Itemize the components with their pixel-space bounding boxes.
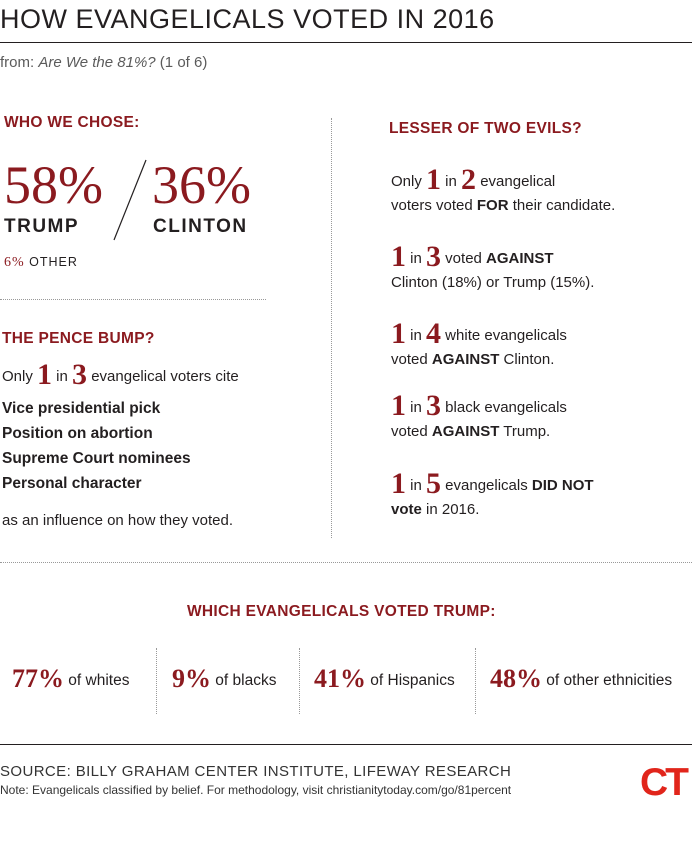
stat-text: black evangelicals bbox=[441, 399, 567, 416]
stat-label: of blacks bbox=[211, 672, 277, 689]
stat-text: Only bbox=[391, 173, 427, 190]
list-item: Supreme Court nominees bbox=[2, 450, 191, 467]
ct-logo bbox=[634, 762, 692, 800]
stat-text: Clinton. bbox=[499, 351, 555, 368]
column-divider bbox=[331, 118, 332, 538]
stat-did-not-vote bbox=[391, 467, 594, 522]
stat-text: evangelicals bbox=[441, 477, 532, 494]
section-divider bbox=[0, 299, 266, 300]
stat-num: 1 bbox=[391, 389, 406, 422]
stat-hispanics bbox=[314, 664, 455, 694]
stat-whites bbox=[12, 664, 129, 694]
stat-text: Clinton (18%) or Trump (15%). bbox=[391, 274, 595, 291]
stat-num: 1 bbox=[391, 467, 406, 500]
stat-text: voted bbox=[441, 250, 487, 267]
source-article bbox=[0, 54, 207, 71]
stat-num: 1 bbox=[391, 240, 406, 273]
title-rule bbox=[0, 42, 692, 43]
stat-emphasis: AGAINST bbox=[431, 423, 500, 440]
stat-text: in bbox=[406, 477, 427, 494]
methodology-note: Note: Evangelicals classified by belief. For methodology, visit christianitytoday.com/go/81percent bbox=[0, 783, 512, 797]
pence-intro bbox=[2, 358, 239, 392]
stat-emphasis: FOR bbox=[476, 197, 509, 214]
stat-num: 2 bbox=[461, 163, 477, 196]
article-title: Are We the 81%? bbox=[38, 54, 156, 71]
article-part: (1 of 6) bbox=[155, 54, 208, 71]
stat-divider bbox=[156, 648, 157, 714]
stat-text: in 2016. bbox=[421, 501, 480, 518]
stat-text: in bbox=[406, 250, 427, 267]
list-item: Vice presidential pick bbox=[2, 400, 161, 417]
stat-text: voted bbox=[391, 351, 432, 368]
list-item: Position on abortion bbox=[2, 425, 153, 442]
stat-text: voters voted bbox=[391, 197, 477, 214]
stat-text: in bbox=[441, 173, 462, 190]
pence-bump-heading: THE PENCE BUMP? bbox=[2, 330, 155, 347]
voted-trump-heading: WHICH EVANGELICALS VOTED TRUMP: bbox=[187, 603, 496, 620]
divider-slash bbox=[110, 158, 150, 242]
intro-text: Only bbox=[2, 368, 38, 385]
stat-other-ethnicities bbox=[490, 664, 672, 694]
stat-divider bbox=[299, 648, 300, 714]
trump-percent: 58% bbox=[4, 155, 103, 215]
stat-label: of other ethnicities bbox=[542, 672, 673, 689]
stat-num: 4 bbox=[426, 317, 442, 350]
clinton-percent: 36% bbox=[152, 155, 251, 215]
stat-num: 5 bbox=[426, 467, 442, 500]
section-divider bbox=[0, 562, 692, 563]
page-title: HOW EVANGELICALS VOTED IN 2016 bbox=[0, 4, 495, 34]
intro-num: 1 bbox=[37, 358, 53, 391]
stat-emphasis: DID NOT bbox=[531, 477, 594, 494]
stat-num: 1 bbox=[391, 317, 406, 350]
stat-text: in bbox=[406, 327, 427, 344]
who-we-chose-heading: WHO WE CHOSE: bbox=[4, 114, 140, 131]
intro-num: 3 bbox=[72, 358, 88, 391]
other-percent: 6% bbox=[4, 255, 25, 270]
intro-text: in bbox=[52, 368, 73, 385]
trump-label: TRUMP bbox=[4, 216, 80, 237]
stat-num: 3 bbox=[426, 389, 442, 422]
stat-text: white evangelicals bbox=[441, 327, 567, 344]
stat-percent: 77% bbox=[12, 664, 64, 693]
pence-outro: as an influence on how they voted. bbox=[2, 512, 233, 529]
source-line: SOURCE: BILLY GRAHAM CENTER INSTITUTE, LIFEWAY RESEARCH bbox=[0, 763, 512, 780]
stat-label: of whites bbox=[64, 672, 130, 689]
other-label: OTHER bbox=[29, 255, 78, 269]
stat-black-against-trump bbox=[391, 389, 567, 444]
stat-label: of Hispanics bbox=[366, 672, 455, 689]
lesser-evils-heading: LESSER OF TWO EVILS? bbox=[389, 120, 582, 137]
footer-rule bbox=[0, 744, 692, 745]
stat-against-either bbox=[391, 240, 595, 295]
stat-emphasis: AGAINST bbox=[431, 351, 500, 368]
stat-percent: 41% bbox=[314, 664, 366, 693]
stat-text: voted bbox=[391, 423, 432, 440]
stat-text: in bbox=[406, 399, 427, 416]
stat-num: 3 bbox=[426, 240, 442, 273]
stat-blacks bbox=[172, 664, 276, 694]
stat-emphasis: vote bbox=[391, 501, 422, 518]
influence-list bbox=[2, 396, 191, 496]
stat-text: Trump. bbox=[499, 423, 551, 440]
stat-white-against-clinton bbox=[391, 317, 567, 372]
list-item: Personal character bbox=[2, 475, 142, 492]
stat-for-candidate bbox=[391, 163, 616, 218]
stat-num: 1 bbox=[426, 163, 442, 196]
stat-divider bbox=[475, 648, 476, 714]
svg-text:CT: CT bbox=[640, 762, 686, 800]
stat-text: evangelical bbox=[476, 173, 556, 190]
other-share bbox=[4, 255, 78, 271]
intro-text: evangelical voters cite bbox=[87, 368, 239, 385]
stat-percent: 9% bbox=[172, 664, 211, 693]
from-prefix: from: bbox=[0, 54, 39, 71]
stat-emphasis: AGAINST bbox=[486, 250, 554, 267]
clinton-label: CLINTON bbox=[153, 216, 248, 237]
stat-percent: 48% bbox=[490, 664, 542, 693]
stat-text: their candidate. bbox=[508, 197, 616, 214]
